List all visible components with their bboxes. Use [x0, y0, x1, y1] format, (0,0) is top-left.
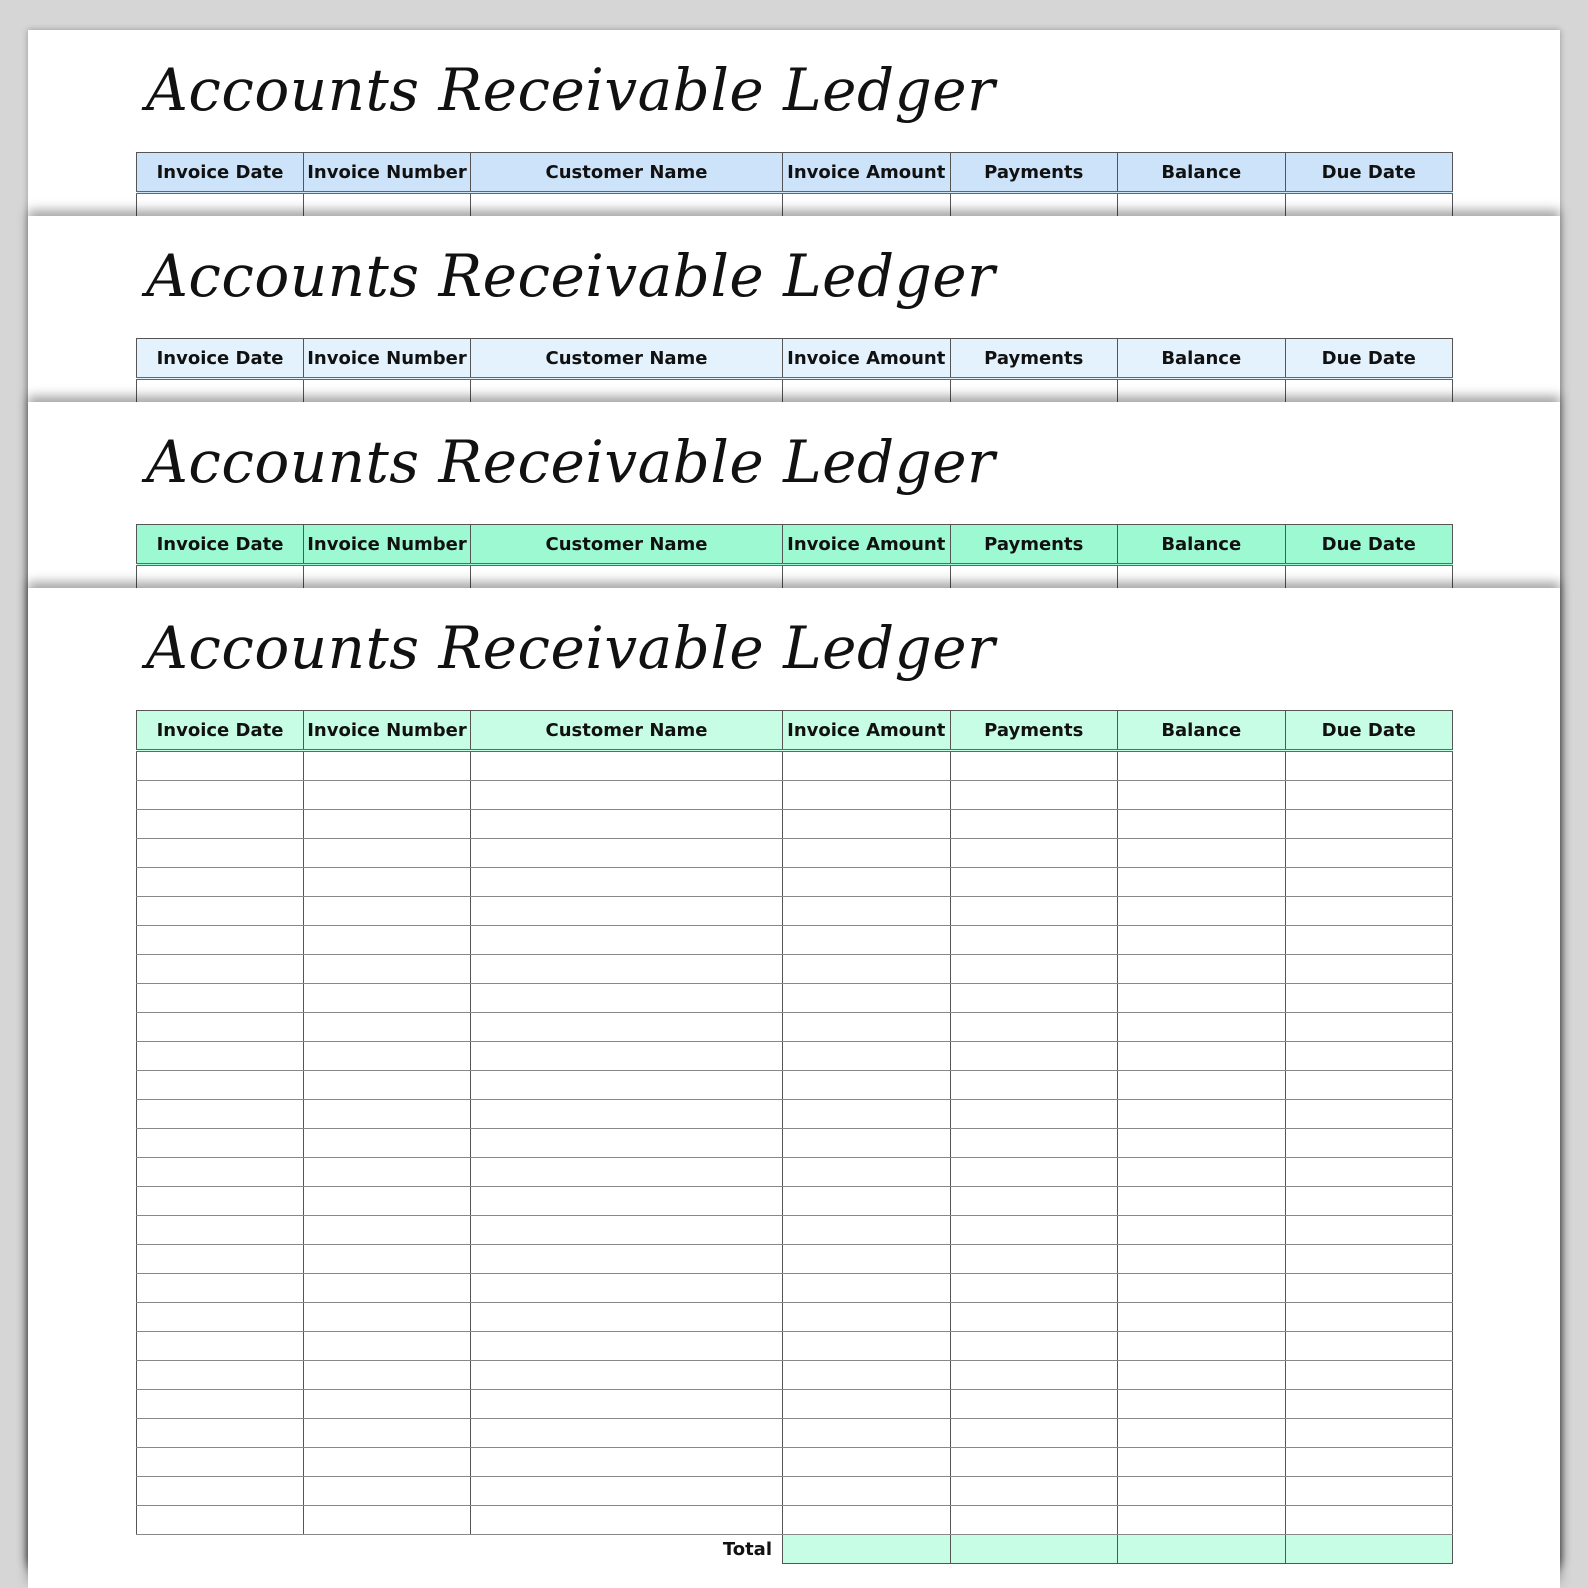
ledger-cell[interactable]: [1118, 1042, 1286, 1071]
column-header: Invoice Number: [304, 525, 471, 565]
ledger-cell[interactable]: [137, 955, 304, 984]
ledger-cell[interactable]: [471, 1100, 783, 1129]
ledger-cell[interactable]: [1285, 984, 1453, 1013]
column-header: Due Date: [1285, 339, 1453, 379]
column-header: Invoice Date: [137, 711, 304, 751]
ledger-cell[interactable]: [783, 1042, 951, 1071]
ledger-cell[interactable]: [950, 1361, 1118, 1390]
ledger-cell[interactable]: [471, 1071, 783, 1100]
ledger-table: [136, 710, 1453, 1564]
ledger-cell[interactable]: [137, 868, 304, 897]
ledger-cell[interactable]: [950, 1506, 1118, 1535]
total-cell[interactable]: [783, 1535, 951, 1564]
table-row: [137, 839, 1453, 868]
ledger-cell[interactable]: [304, 751, 471, 781]
ledger-cell[interactable]: [783, 868, 951, 897]
table-row: [137, 955, 1453, 984]
column-header: Invoice Number: [304, 339, 471, 379]
ledger-cell[interactable]: [471, 839, 783, 868]
ledger-cell[interactable]: [304, 1361, 471, 1390]
table-row: [137, 868, 1453, 897]
column-header: Invoice Amount: [783, 339, 951, 379]
header-row: [137, 339, 1453, 379]
ledger-cell[interactable]: [950, 868, 1118, 897]
ledger-cell[interactable]: [471, 1332, 783, 1361]
ledger-cell[interactable]: [783, 781, 951, 810]
ledger-cell[interactable]: [137, 1187, 304, 1216]
ledger-cell[interactable]: [950, 1071, 1118, 1100]
ledger-cell[interactable]: [304, 1448, 471, 1477]
ledger-cell[interactable]: [1118, 1100, 1286, 1129]
ledger-cell[interactable]: [1285, 955, 1453, 984]
ledger-cell[interactable]: [1285, 1303, 1453, 1332]
ledger-cell[interactable]: [471, 1448, 783, 1477]
table-row: [137, 810, 1453, 839]
ledger-cell[interactable]: [783, 1245, 951, 1274]
ledger-cell[interactable]: [471, 1303, 783, 1332]
ledger-cell[interactable]: [1285, 1332, 1453, 1361]
sheet-title: Accounts Receivable Ledger: [146, 614, 996, 682]
ledger-cell[interactable]: [783, 1390, 951, 1419]
ledger-cell[interactable]: [1118, 955, 1286, 984]
ledger-cell[interactable]: [783, 839, 951, 868]
table-row: [137, 1303, 1453, 1332]
ledger-cell[interactable]: [783, 1448, 951, 1477]
ledger-cell[interactable]: [304, 1506, 471, 1535]
ledger-cell[interactable]: [950, 839, 1118, 868]
ledger-cell[interactable]: [783, 1187, 951, 1216]
ledger-cell[interactable]: [304, 1216, 471, 1245]
ledger-cell[interactable]: [783, 1419, 951, 1448]
ledger-cell[interactable]: [783, 810, 951, 839]
table-row: [137, 1042, 1453, 1071]
table-row: [137, 897, 1453, 926]
table-row: [137, 1448, 1453, 1477]
ledger-cell[interactable]: [1285, 1361, 1453, 1390]
ledger-cell[interactable]: [783, 1274, 951, 1303]
ledger-cell[interactable]: [137, 1303, 304, 1332]
table-row: [137, 1332, 1453, 1361]
column-header: Payments: [950, 339, 1118, 379]
ledger-cell[interactable]: [1118, 751, 1286, 781]
ledger-cell[interactable]: [1118, 926, 1286, 955]
ledger-cell[interactable]: [471, 1013, 783, 1042]
ledger-cell[interactable]: [304, 926, 471, 955]
ledger-cell[interactable]: [304, 1100, 471, 1129]
ledger-cell[interactable]: [137, 984, 304, 1013]
ledger-cell[interactable]: [304, 1187, 471, 1216]
ledger-cell[interactable]: [783, 751, 951, 781]
column-header: Invoice Amount: [783, 711, 951, 751]
ledger-cell[interactable]: [783, 955, 951, 984]
ledger-cell[interactable]: [304, 984, 471, 1013]
ledger-cell[interactable]: [1285, 1100, 1453, 1129]
header-row: [137, 153, 1453, 193]
ledger-cell[interactable]: [137, 751, 304, 781]
table-row: [137, 1158, 1453, 1187]
ledger-cell[interactable]: [1285, 868, 1453, 897]
ledger-cell[interactable]: [304, 1390, 471, 1419]
ledger-cell[interactable]: [304, 897, 471, 926]
ledger-cell[interactable]: [471, 1042, 783, 1071]
column-header: Invoice Amount: [783, 153, 951, 193]
column-header: Customer Name: [471, 711, 783, 751]
ledger-cell[interactable]: [471, 1477, 783, 1506]
ledger-cell[interactable]: [950, 1419, 1118, 1448]
column-header: Invoice Date: [137, 525, 304, 565]
column-header: Customer Name: [471, 339, 783, 379]
column-header: Payments: [950, 711, 1118, 751]
table-row: [137, 1071, 1453, 1100]
ledger-cell[interactable]: [783, 1361, 951, 1390]
sheet-title: Accounts Receivable Ledger: [146, 428, 996, 496]
ledger-cell[interactable]: [137, 1448, 304, 1477]
ledger-cell[interactable]: [471, 781, 783, 810]
ledger-cell[interactable]: [950, 984, 1118, 1013]
ledger-cell[interactable]: [1285, 1129, 1453, 1158]
ledger-cell[interactable]: [950, 897, 1118, 926]
ledger-cell[interactable]: [783, 926, 951, 955]
table-row: [137, 1274, 1453, 1303]
ledger-cell[interactable]: [1118, 868, 1286, 897]
table-row: [137, 1419, 1453, 1448]
ledger-cell[interactable]: [950, 1158, 1118, 1187]
ledger-cell[interactable]: [1118, 839, 1286, 868]
ledger-cell[interactable]: [471, 1274, 783, 1303]
table-row: [137, 984, 1453, 1013]
ledger-cell[interactable]: [304, 1158, 471, 1187]
ledger-cell[interactable]: [1118, 1506, 1286, 1535]
table-row: [137, 751, 1453, 781]
ledger-cell[interactable]: [304, 781, 471, 810]
ledger-cell[interactable]: [1118, 1013, 1286, 1042]
ledger-cell[interactable]: [137, 1129, 304, 1158]
ledger-cell[interactable]: [471, 1216, 783, 1245]
table-row: [137, 926, 1453, 955]
ledger-cell[interactable]: [950, 1245, 1118, 1274]
ledger-cell[interactable]: [950, 1390, 1118, 1419]
ledger-cell[interactable]: [1118, 1390, 1286, 1419]
ledger-cell[interactable]: [1285, 1477, 1453, 1506]
ledger-cell[interactable]: [783, 1477, 951, 1506]
ledger-cell[interactable]: [471, 1129, 783, 1158]
column-header: Due Date: [1285, 525, 1453, 565]
ledger-cell[interactable]: [137, 1361, 304, 1390]
ledger-cell[interactable]: [471, 810, 783, 839]
ledger-cell[interactable]: [471, 1245, 783, 1274]
ledger-cell[interactable]: [304, 1332, 471, 1361]
ledger-cell[interactable]: [950, 926, 1118, 955]
table-row: [137, 1187, 1453, 1216]
total-cell[interactable]: [1285, 1535, 1453, 1564]
ledger-cell[interactable]: [304, 868, 471, 897]
sheet-title: Accounts Receivable Ledger: [146, 56, 996, 124]
ledger-cell[interactable]: [950, 751, 1118, 781]
ledger-cell[interactable]: [950, 955, 1118, 984]
ledger-cell[interactable]: [137, 1390, 304, 1419]
column-header: Balance: [1118, 339, 1286, 379]
ledger-cell[interactable]: [950, 1477, 1118, 1506]
ledger-cell[interactable]: [950, 1216, 1118, 1245]
ledger-cell[interactable]: [1118, 1361, 1286, 1390]
ledger-cell[interactable]: [1118, 1274, 1286, 1303]
ledger-cell[interactable]: [950, 1274, 1118, 1303]
column-header: Customer Name: [471, 525, 783, 565]
table-row: [137, 1013, 1453, 1042]
ledger-cell[interactable]: [1285, 810, 1453, 839]
ledger-cell[interactable]: [950, 1129, 1118, 1158]
ledger-cell[interactable]: [1285, 781, 1453, 810]
column-header: Invoice Amount: [783, 525, 951, 565]
ledger-cell[interactable]: [1118, 1245, 1286, 1274]
header-row: [137, 525, 1453, 565]
ledger-cell[interactable]: [1118, 984, 1286, 1013]
ledger-cell[interactable]: [1285, 839, 1453, 868]
column-header: Invoice Date: [137, 153, 304, 193]
ledger-cell[interactable]: [137, 839, 304, 868]
ledger-cell[interactable]: [304, 1477, 471, 1506]
ledger-cell[interactable]: [1285, 1506, 1453, 1535]
ledger-cell[interactable]: [137, 1245, 304, 1274]
ledger-cell[interactable]: [950, 1448, 1118, 1477]
ledger-cell[interactable]: [304, 1042, 471, 1071]
ledger-cell[interactable]: [1118, 1158, 1286, 1187]
ledger-cell[interactable]: [1285, 1013, 1453, 1042]
ledger-cell[interactable]: [304, 955, 471, 984]
ledger-cell[interactable]: [471, 868, 783, 897]
ledger-cell[interactable]: [471, 955, 783, 984]
table-row: [137, 1245, 1453, 1274]
column-header: Due Date: [1285, 153, 1453, 193]
column-header: Customer Name: [471, 153, 783, 193]
column-header: Due Date: [1285, 711, 1453, 751]
ledger-cell[interactable]: [950, 1013, 1118, 1042]
ledger-cell[interactable]: [304, 1129, 471, 1158]
ledger-cell[interactable]: [137, 926, 304, 955]
ledger-cell[interactable]: [950, 1303, 1118, 1332]
ledger-cell[interactable]: [950, 1187, 1118, 1216]
ledger-cell[interactable]: [137, 1274, 304, 1303]
ledger-cell[interactable]: [783, 1071, 951, 1100]
ledger-cell[interactable]: [1118, 1477, 1286, 1506]
ledger-cell[interactable]: [304, 1419, 471, 1448]
total-row: [137, 1535, 1453, 1564]
ledger-cell[interactable]: [1285, 1390, 1453, 1419]
ledger-cell[interactable]: [137, 1216, 304, 1245]
ledger-cell[interactable]: [783, 1158, 951, 1187]
ledger-cell[interactable]: [783, 1332, 951, 1361]
ledger-cell[interactable]: [1118, 897, 1286, 926]
ledger-cell[interactable]: [783, 1303, 951, 1332]
ledger-cell[interactable]: [471, 1506, 783, 1535]
ledger-cell[interactable]: [1285, 1187, 1453, 1216]
ledger-cell[interactable]: [1118, 1129, 1286, 1158]
ledger-cell[interactable]: [950, 1100, 1118, 1129]
ledger-sheet-4: [28, 588, 1560, 1588]
ledger-cell[interactable]: [304, 1245, 471, 1274]
column-header: Balance: [1118, 153, 1286, 193]
ledger-cell[interactable]: [1285, 1274, 1453, 1303]
total-cell[interactable]: [950, 1535, 1118, 1564]
ledger-cell[interactable]: [1118, 1332, 1286, 1361]
ledger-cell[interactable]: [304, 810, 471, 839]
ledger-cell[interactable]: [1285, 897, 1453, 926]
ledger-cell[interactable]: [1118, 810, 1286, 839]
ledger-cell[interactable]: [1285, 1042, 1453, 1071]
ledger-cell[interactable]: [137, 781, 304, 810]
table-row: [137, 1477, 1453, 1506]
ledger-cell[interactable]: [137, 1100, 304, 1129]
ledger-cell[interactable]: [1118, 1071, 1286, 1100]
ledger-cell[interactable]: [1118, 781, 1286, 810]
ledger-cell[interactable]: [471, 751, 783, 781]
ledger-cell[interactable]: [137, 810, 304, 839]
column-header: Balance: [1118, 711, 1286, 751]
ledger-cell[interactable]: [783, 1216, 951, 1245]
ledger-cell[interactable]: [137, 1158, 304, 1187]
ledger-cell[interactable]: [137, 1071, 304, 1100]
column-header: Balance: [1118, 525, 1286, 565]
ledger-cell[interactable]: [1285, 926, 1453, 955]
ledger-cell[interactable]: [137, 897, 304, 926]
table-row: [137, 1129, 1453, 1158]
ledger-cell[interactable]: [950, 810, 1118, 839]
column-header: Payments: [950, 525, 1118, 565]
ledger-cell[interactable]: [304, 1274, 471, 1303]
table-row: [137, 1100, 1453, 1129]
ledger-cell[interactable]: [1285, 1245, 1453, 1274]
table-row: [137, 1390, 1453, 1419]
column-header: Invoice Number: [304, 711, 471, 751]
ledger-cell[interactable]: [471, 1187, 783, 1216]
column-header: Payments: [950, 153, 1118, 193]
ledger-cell[interactable]: [1118, 1216, 1286, 1245]
column-header: Invoice Date: [137, 339, 304, 379]
ledger-cell[interactable]: [783, 897, 951, 926]
ledger-cell[interactable]: [137, 1042, 304, 1071]
ledger-cell[interactable]: [471, 897, 783, 926]
ledger-cell[interactable]: [471, 1158, 783, 1187]
ledger-cell[interactable]: [304, 1013, 471, 1042]
ledger-cell[interactable]: [1118, 1419, 1286, 1448]
ledger-cell[interactable]: [1118, 1187, 1286, 1216]
ledger-cell[interactable]: [304, 1071, 471, 1100]
sheet-title: Accounts Receivable Ledger: [146, 242, 996, 310]
ledger-cell[interactable]: [950, 781, 1118, 810]
ledger-cell[interactable]: [783, 984, 951, 1013]
ledger-cell[interactable]: [1285, 751, 1453, 781]
ledger-cell[interactable]: [1118, 1303, 1286, 1332]
ledger-cell[interactable]: [304, 1303, 471, 1332]
header-row: [137, 711, 1453, 751]
ledger-cell[interactable]: [137, 1477, 304, 1506]
ledger-cell[interactable]: [137, 1013, 304, 1042]
ledger-cell[interactable]: [1285, 1216, 1453, 1245]
ledger-cell[interactable]: [137, 1506, 304, 1535]
ledger-cell[interactable]: [471, 1419, 783, 1448]
total-cell[interactable]: [1118, 1535, 1286, 1564]
ledger-cell[interactable]: [1285, 1448, 1453, 1477]
ledger-cell[interactable]: [137, 1419, 304, 1448]
table-row: [137, 781, 1453, 810]
ledger-cell[interactable]: [1285, 1158, 1453, 1187]
ledger-cell[interactable]: [950, 1332, 1118, 1361]
ledger-cell[interactable]: [783, 1013, 951, 1042]
ledger-cell[interactable]: [137, 1332, 304, 1361]
ledger-cell[interactable]: [471, 1361, 783, 1390]
ledger-cell[interactable]: [1118, 1448, 1286, 1477]
table-row: [137, 1216, 1453, 1245]
ledger-cell[interactable]: [783, 1129, 951, 1158]
table-row: [137, 1361, 1453, 1390]
total-label: Total: [722, 1538, 772, 1560]
column-header: Invoice Number: [304, 153, 471, 193]
ledger-cell[interactable]: [783, 1506, 951, 1535]
ledger-cell[interactable]: [471, 926, 783, 955]
ledger-cell[interactable]: [1285, 1071, 1453, 1100]
ledger-cell[interactable]: [471, 1390, 783, 1419]
ledger-cell[interactable]: [304, 839, 471, 868]
ledger-cell[interactable]: [783, 1100, 951, 1129]
table-row: [137, 1506, 1453, 1535]
ledger-cell[interactable]: [471, 984, 783, 1013]
ledger-cell[interactable]: [1285, 1419, 1453, 1448]
ledger-cell[interactable]: [950, 1042, 1118, 1071]
